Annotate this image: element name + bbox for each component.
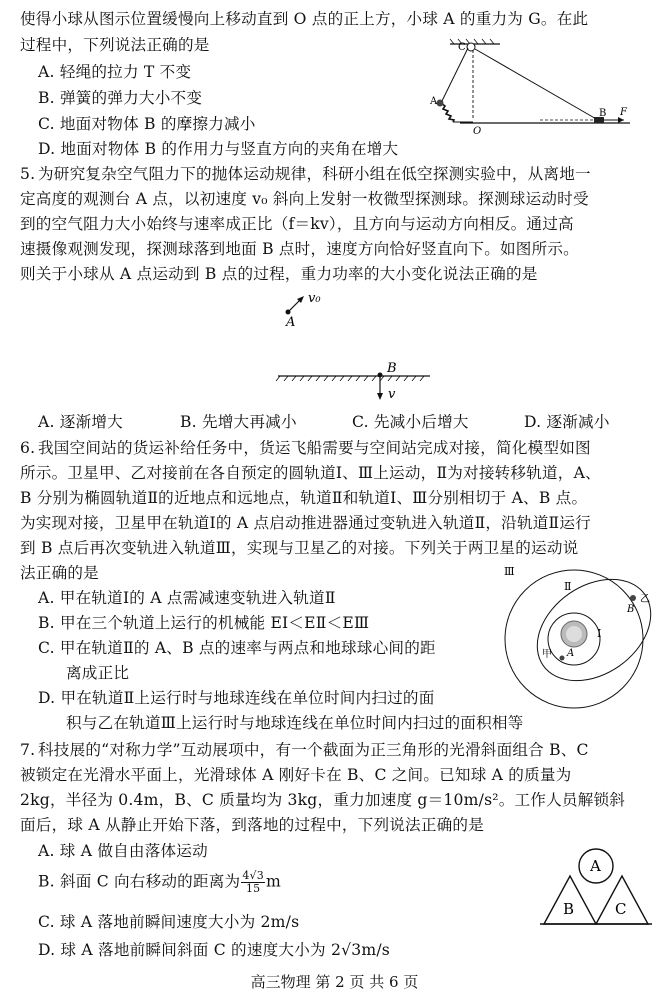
q4-fig-label-c: C xyxy=(458,42,466,53)
q5-figure xyxy=(270,286,440,406)
q5-option-a: A. 逐渐增大 xyxy=(38,413,123,431)
q4-option-d: D. 地面对物体 B 的作用力与竖直方向的夹角在增大 xyxy=(38,140,399,158)
q7-figure xyxy=(540,844,660,934)
q5-option-c: C. 先减小后增大 xyxy=(352,413,469,431)
q6-line-1: 我国空间站的货运补给任务中，货运飞船需要与空间站完成对接，简化模型如图 xyxy=(38,439,591,457)
q7-number: 7. xyxy=(20,741,36,759)
q4-fig-label-a: A xyxy=(430,96,438,107)
q5-fig-label-v: v xyxy=(388,387,396,402)
q5-line-3: 到的空气阻力大小始终与速率成正比（f＝kv），且方向与运动方向相反。通过高 xyxy=(20,215,574,233)
q7-option-b-numerator: 4√3 xyxy=(242,869,264,882)
q4-option-c: C. 地面对物体 B 的摩擦力减小 xyxy=(38,115,256,133)
q4-option-b: B. 弹簧的弹力大小不变 xyxy=(38,89,203,107)
q7-line-3: 2kg，半径为 0.4m，B、C 质量均为 3kg，重力加速度 g＝10m/s²。工作人员解锁斜 xyxy=(20,791,626,809)
q6-fig-label-jia: 甲 xyxy=(542,649,552,660)
q6-number: 6. xyxy=(20,439,36,457)
q6-option-a: A. 甲在轨道Ⅰ的 A 点需减速变轨进入轨道Ⅱ xyxy=(38,589,336,607)
q7-fig-label-a: A xyxy=(590,857,601,875)
q6-orbit-figure xyxy=(494,562,659,712)
q5-fig-label-b: B xyxy=(387,361,397,376)
q6-fig-label-a: A xyxy=(567,648,575,659)
q6-fig-label-orbit-i: Ⅰ xyxy=(597,627,602,640)
q6-line-4: 为实现对接，卫星甲在轨道Ⅰ的 A 点启动推进器通过变轨进入轨道Ⅱ，沿轨道Ⅱ运行 xyxy=(20,514,591,532)
q6-line-5: 到 B 点后再次变轨进入轨道Ⅲ，实现与卫星乙的对接。下列关于两卫星的运动说 xyxy=(20,539,579,557)
q5-line-1: 为研究复杂空气阻力下的抛体运动规律，科研小组在低空探测实验中，从离地一 xyxy=(38,165,591,183)
q6-option-d-cont: 积与乙在轨道Ⅲ上运行时与地球连线在单位时间内扫过的面积相等 xyxy=(66,714,524,732)
q4-line-1: 使得小球从图示位置缓慢向上移动直到 O 点的正上方，小球 A 的重力为 G。在此 xyxy=(20,10,589,28)
q6-line-2: 所示。卫星甲、乙对接前在各自预定的圆轨道Ⅰ、Ⅲ上运动，Ⅱ为对接转移轨道，A、 xyxy=(20,464,601,482)
q4-fig-label-b: B xyxy=(599,108,607,119)
q6-fig-label-yi: 乙 xyxy=(640,594,650,605)
q6-line-6: 法正确的是 xyxy=(20,564,99,582)
page-footer: 高三物理 第 2 页 共 6 页 xyxy=(250,973,419,991)
q4-fig-label-o: O xyxy=(473,126,482,136)
q5-option-d: D. 逐渐减小 xyxy=(524,413,610,431)
q5-option-b: B. 先增大再减小 xyxy=(180,413,297,431)
q7-option-d: D. 球 A 落地前瞬间斜面 C 的速度大小为 2√3m/s xyxy=(38,941,390,959)
q6-line-3: B 分别为椭圆轨道Ⅱ的近地点和远地点，轨道Ⅱ和轨道Ⅰ、Ⅲ分别相切于 A、B 点。 xyxy=(20,489,588,507)
q5-number: 5. xyxy=(20,165,36,183)
q4-figure xyxy=(420,36,645,136)
q7-option-a: A. 球 A 做自由落体运动 xyxy=(38,842,208,860)
q5-fig-label-v0: v₀ xyxy=(308,291,321,306)
q5-fig-label-a: A xyxy=(286,315,296,330)
q4-line-2: 过程中，下列说法正确的是 xyxy=(20,36,210,54)
q7-option-b-prefix: B. 斜面 C 向右移动的距离为 xyxy=(38,872,241,891)
q5-line-5: 则关于小球从 A 点运动到 B 点的过程，重力功率的大小变化说法正确的是 xyxy=(20,265,538,283)
q7-line-1: 科技展的“对称力学”互动展项中，有一个截面为正三角形的光滑斜面组合 B、C xyxy=(38,741,589,759)
q6-fig-label-orbit-ii: Ⅱ xyxy=(564,580,572,593)
q7-fig-label-b: B xyxy=(563,900,575,918)
q5-line-4: 速摄像观测发现，探测球落到地面 B 点时，速度方向恰好竖直向下。如图所示。 xyxy=(20,240,579,258)
q7-option-b-fraction xyxy=(241,870,265,895)
q6-option-b: B. 甲在三个轨道上运行的机械能 EⅠ＜EⅡ＜EⅢ xyxy=(38,614,370,632)
q7-line-2: 被锁定在光滑水平面上，光滑球体 A 刚好卡在 B、C 之间。已知球 A 的质量为 xyxy=(20,766,572,784)
q7-option-c: C. 球 A 落地前瞬间速度大小为 2m/s xyxy=(38,913,300,931)
q7-line-4: 面后，球 A 从静止开始下落，到落地的过程中，下列说法正确的是 xyxy=(20,816,485,834)
q6-option-c-cont: 离成正比 xyxy=(66,664,130,682)
q6-fig-label-b: B xyxy=(627,604,635,615)
q5-line-2: 定高度的观测台 A 点，以初速度 v₀ 斜向上发射一枚微型探测球。探测球运动时受 xyxy=(20,190,589,208)
q6-fig-label-orbit-iii: Ⅲ xyxy=(504,565,515,578)
q7-option-b xyxy=(38,870,281,895)
q6-option-d: D. 甲在轨道Ⅱ上运行时与地球连线在单位时间内扫过的面 xyxy=(38,689,435,707)
q7-option-b-suffix: m xyxy=(265,872,281,891)
q4-option-a: A. 轻绳的拉力 T 不变 xyxy=(38,63,192,81)
q7-option-b-denominator: 15 xyxy=(245,882,261,895)
q7-fig-label-c: C xyxy=(615,900,627,918)
q4-fig-label-f: F xyxy=(620,107,627,118)
q6-option-c: C. 甲在轨道Ⅱ的 A、B 点的速率与两点和地球球心间的距 xyxy=(38,639,436,657)
